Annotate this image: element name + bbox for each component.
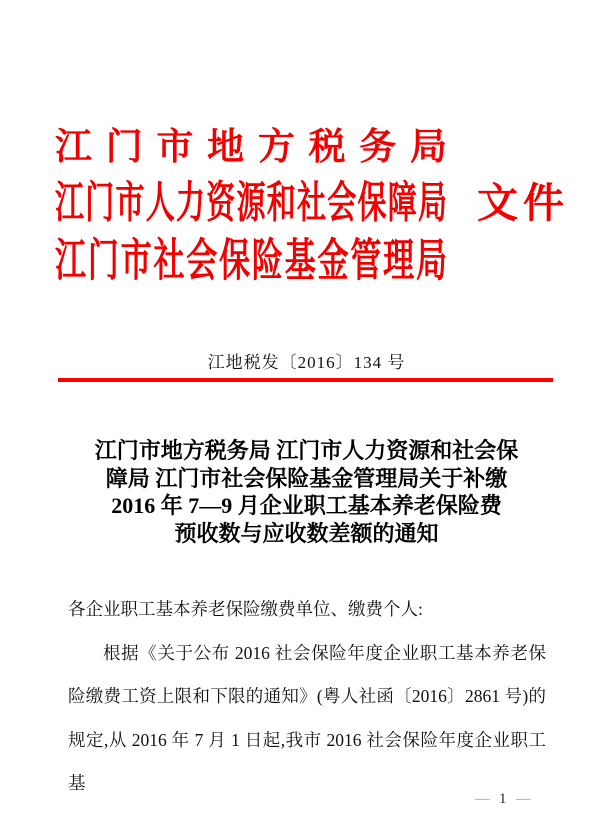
agency-name-social-insurance-fund-bureau: 江门市社会保险基金管理局 xyxy=(55,235,447,286)
page-number-right-dash: — xyxy=(516,791,531,807)
document-body xyxy=(68,588,546,806)
document-number: 江地税发〔2016〕134 号 xyxy=(207,353,406,372)
page-number-value: 1 xyxy=(499,791,507,807)
agency-name-human-resources-social-security-bureau: 江门市人力资源和社会保障局 xyxy=(55,179,447,228)
red-separator-rule xyxy=(58,378,553,382)
salutation-line: 各企业职工基本养老保险缴费单位、缴费个人: xyxy=(68,599,423,619)
document-title-line-4: 预收数与应收数差额的通知 xyxy=(174,520,439,546)
document-type-label: 文件 xyxy=(477,180,569,226)
document-title xyxy=(20,437,593,547)
page-number-left-dash: — xyxy=(475,791,490,807)
agency-name-local-taxation-bureau: 江门市地方税务局 xyxy=(55,127,447,168)
document-title-line-1: 江门市地方税务局 江门市人力资源和社会保 xyxy=(94,438,519,463)
body-paragraph: 根据《关于公布 2016 社会保险年度企业职工基本养老保险缴费工资上限和下限的通知》(粤人社函〔2016〕2861 号)的规定,从 2016 年 7 月 1 日起,我市 2016 社会保险年度企业职工基 xyxy=(68,642,546,793)
document-title-line-2: 障局 江门市社会保险基金管理局关于补缴 xyxy=(105,465,508,491)
page-number xyxy=(472,790,534,808)
document-title-line-3: 2016 年 7—9 月企业职工基本养老保险费 xyxy=(111,493,502,518)
